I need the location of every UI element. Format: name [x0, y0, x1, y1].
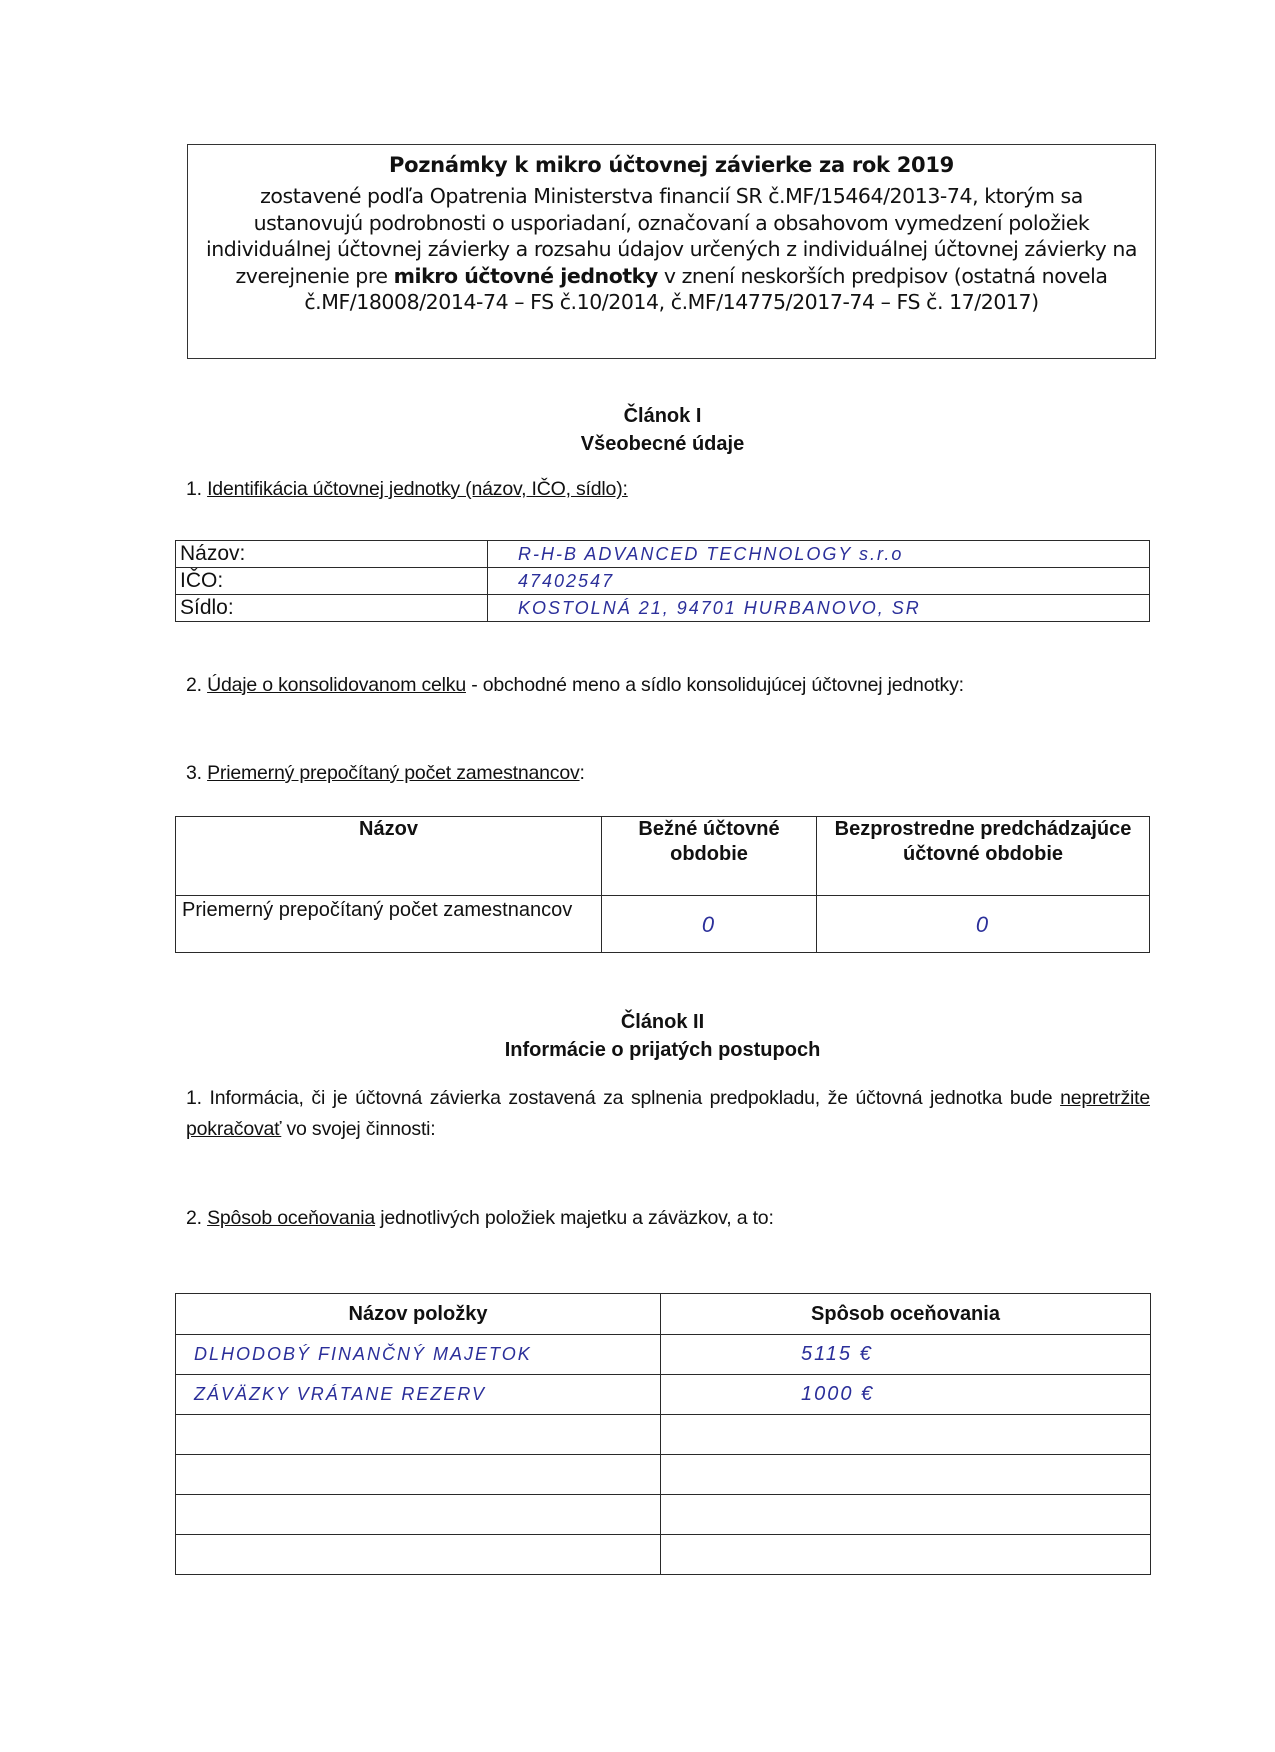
item-name-field[interactable]: [176, 1495, 661, 1535]
employees-previous-field[interactable]: 0: [817, 896, 1150, 953]
name-label: Názov:: [176, 541, 488, 568]
table-header-row: [176, 817, 1150, 896]
identification-table: [175, 540, 1150, 622]
employees-row-label: Priemerný prepočítaný počet zamestnancov: [176, 896, 602, 953]
valuation-table: [175, 1293, 1151, 1575]
employees-table: [175, 816, 1150, 953]
ico-field[interactable]: 47402547: [488, 568, 1150, 595]
article1-title: Všeobecné údaje: [580, 433, 745, 455]
table-row: [176, 1335, 1151, 1375]
article2-item2: [186, 1203, 1150, 1234]
item-label: nepretržite pokračovať: [186, 1087, 1150, 1140]
item-label: Identifikácia účtovnej jednotky (názov, IČO, sídlo):: [207, 478, 628, 500]
table-row: [176, 1535, 1151, 1575]
header-description: [188, 179, 1155, 316]
table-header-row: [176, 1294, 1151, 1335]
item-text: 1. Informácia, či je účtovná závierka zostavená za splnenia predpokladu, že účtovná jednotka bude: [186, 1087, 1061, 1109]
item-name-field[interactable]: [176, 1535, 661, 1575]
table-row: [176, 896, 1150, 953]
item-name-field[interactable]: [176, 1455, 661, 1495]
item-number: 3.: [186, 762, 208, 784]
table-row: [176, 1495, 1151, 1535]
seat-field[interactable]: KOSTOLNÁ 21, 94701 HURBANOVO, SR: [488, 595, 1150, 622]
item-text: vo svojej činnosti:: [281, 1118, 436, 1140]
item-label: Priemerný prepočítaný počet zamestnancov: [207, 762, 580, 784]
seat-label: Sídlo:: [176, 595, 488, 622]
item-text: :: [579, 762, 585, 784]
article2-number: Článok II: [620, 1011, 705, 1033]
column-header-current-period: Bežné účtovné obdobie: [602, 817, 817, 896]
valuation-field[interactable]: [661, 1535, 1151, 1575]
employees-current-field[interactable]: 0: [602, 896, 817, 953]
name-field[interactable]: R-H-B ADVANCED TECHNOLOGY s.r.o: [488, 541, 1150, 568]
document-title: Poznámky k mikro účtovnej závierke za rok 2019: [389, 153, 954, 177]
article1-number: Článok I: [623, 405, 702, 427]
valuation-field[interactable]: [661, 1415, 1151, 1455]
article1-item1: [186, 474, 1150, 505]
item-text: jednotlivých položiek majetku a záväzkov, a to:: [375, 1207, 774, 1229]
column-header-item-name: Názov položky: [176, 1294, 661, 1335]
item-number: 1.: [186, 478, 208, 500]
article2-item1: [186, 1083, 1150, 1145]
header-text-part2: v znení neskorších predpisov (ostatná novela č.MF/18008/2014-74 – FS č.10/2014, č.MF/14775/2017-74 – FS č. 17/2017): [304, 263, 1108, 314]
table-row: [176, 595, 1150, 622]
valuation-field[interactable]: [661, 1495, 1151, 1535]
ico-label: IČO:: [176, 568, 488, 595]
header-text-part1: zostavené podľa Opatrenia Ministerstva financií SR č.MF/15464/2013-74, ktorým sa ustanovujú podrobnosti o usporiadaní, označovaní a obsahovom vymedzení položiek individuálnej účtovnej závierky a rozsahu údajov určených z individuálnej účtovnej závierky na zverejnenie pre: [206, 184, 1137, 288]
item-number: 2.: [186, 1207, 208, 1229]
item-name-field[interactable]: ZÁVÄZKY VRÁTANE REZERV: [176, 1375, 661, 1415]
table-row: [176, 568, 1150, 595]
item-label: Spôsob oceňovania: [207, 1207, 375, 1229]
valuation-field[interactable]: [661, 1455, 1151, 1495]
item-label: Údaje o konsolidovanom celku: [207, 674, 466, 696]
table-row: [176, 1375, 1151, 1415]
item-number: 2.: [186, 674, 208, 696]
column-header-name: Názov: [176, 817, 602, 896]
article1-item3: [186, 758, 1150, 789]
item-text: - obchodné meno a sídlo konsolidujúcej účtovnej jednotky:: [465, 674, 964, 696]
valuation-field[interactable]: 5115 €: [661, 1335, 1151, 1375]
header-box: [187, 144, 1156, 359]
item-name-field[interactable]: [176, 1415, 661, 1455]
column-header-valuation-method: Spôsob oceňovania: [661, 1294, 1151, 1335]
header-text-bold: mikro účtovné jednotky: [393, 263, 658, 288]
column-header-previous-period: Bezprostredne predchádzajúce účtovné obdobie: [817, 817, 1150, 896]
article1-item2: [186, 670, 1150, 701]
table-row: [176, 1415, 1151, 1455]
item-name-field[interactable]: DLHODOBÝ FINANČNÝ MAJETOK: [176, 1335, 661, 1375]
valuation-field[interactable]: 1000 €: [661, 1375, 1151, 1415]
article2-title: Informácie o prijatých postupoch: [504, 1039, 821, 1061]
table-row: [176, 541, 1150, 568]
table-row: [176, 1455, 1151, 1495]
